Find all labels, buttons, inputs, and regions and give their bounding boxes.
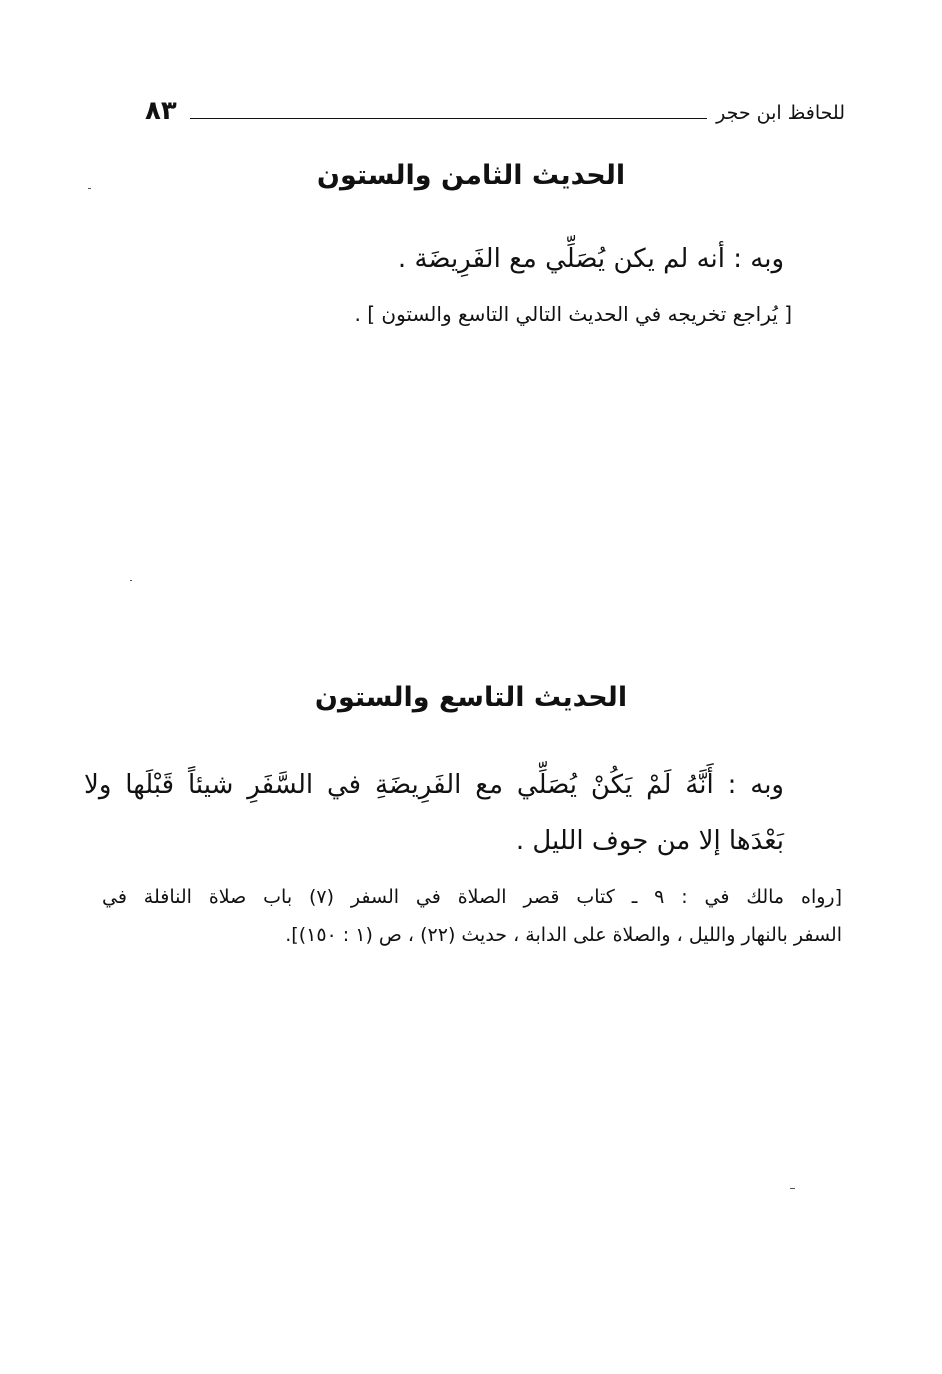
scan-speck bbox=[790, 1188, 795, 1189]
hadith-69-reference-line-2: السفر بالنهار والليل ، والصلاة على الدابة ، حديث (٢٢) ، ص (١ : ١٥٠)]. bbox=[285, 924, 842, 946]
hadith-69-reference-line-1: [رواه مالك في : ٩ ـ كتاب قصر الصلاة في السفر (٧) باب صلاة النافلة في bbox=[102, 886, 842, 908]
hadith-69-text-line-2: بَعْدَها إلا من جوف الليل . bbox=[515, 826, 784, 856]
header-author: للحافظ ابن حجر bbox=[716, 102, 845, 124]
hadith-68-title: الحديث الثامن والستون bbox=[316, 160, 626, 191]
hadith-69-title: الحديث التاسع والستون bbox=[314, 682, 628, 713]
hadith-68-text: وبه : أنه لم يكن يُصَلِّي مع الفَرِيضَة . bbox=[397, 244, 784, 274]
hadith-68-reference: [ يُراجع تخريجه في الحديث التالي التاسع والستون ] . bbox=[354, 302, 792, 326]
page-number: ٨٣ bbox=[145, 96, 177, 126]
running-header bbox=[145, 96, 845, 136]
header-rule bbox=[190, 118, 707, 119]
hadith-69-text-line-1: وبه : أَنَّهُ لَمْ يَكُنْ يُصَلِّي مع الفَرِيضَةِ في السَّفَرِ شيئاً قَبْلَها ولا bbox=[84, 770, 784, 800]
scan-speck bbox=[130, 580, 132, 581]
scan-speck bbox=[88, 188, 91, 189]
